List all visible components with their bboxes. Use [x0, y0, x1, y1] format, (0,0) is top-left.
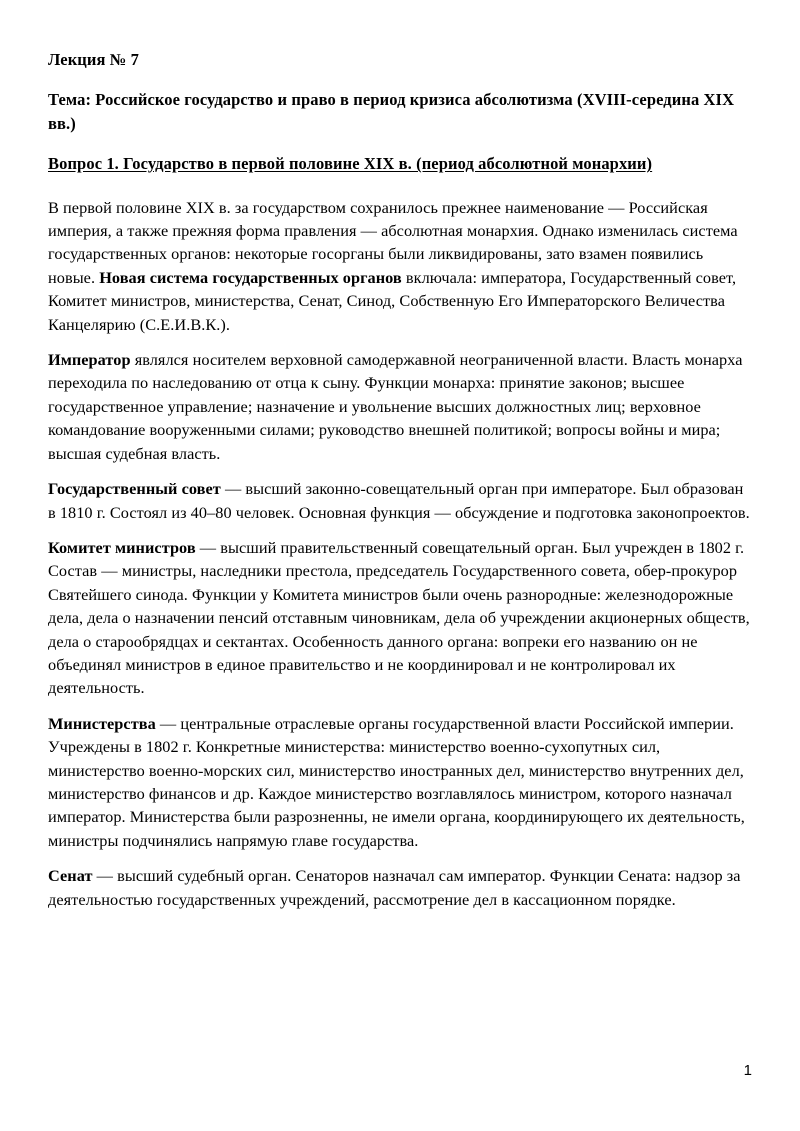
paragraph-senat-body: — высший судебный орган. Сенаторов назначал сам император. Функции Сената: надзор за деятельностью государственных учреждений, рассмотрение дел в кассационном порядке.: [48, 866, 741, 909]
term-gossovet: Государственный совет: [48, 479, 221, 499]
question-heading: Вопрос 1. Государство в первой половине XIX в. (период абсолютной монархии): [48, 154, 653, 174]
paragraph-intro: [48, 196, 754, 336]
term-ministerstva: Министерства: [48, 713, 156, 733]
lecture-title: Лекция № 7: [48, 50, 140, 69]
paragraph-imperator-body: являлся носителем верховной самодержавной неограниченной власти. Власть монарха переходила по наследованию от отца к сыну. Функции монарха: принятие законов; высшее государственное управление; назначение и увольнение высших должностных лиц; верховное командование вооруженными силами; руководство внешней политикой; вопросы войны и мира; высшая судебная власть.: [48, 350, 743, 463]
paragraph-intro-inline-term: Новая система государственных органов: [99, 267, 402, 287]
term-senat: Сенат: [48, 866, 93, 886]
paragraph-ministerstva: [48, 712, 754, 852]
paragraph-ministerstva-body: — центральные отраслевые органы государственной власти Российской империи. Учреждены в 1802 г. Конкретные министерства: министерство военно-сухопутных сил, министерство военно-морских сил, министерство иностранных дел, министерство внутренних дел, министерство финансов и др. Каждое министерство возглавлялось министром, которого назначал император. Министерства были разрозненны, не имели органа, координирующего их деятельность, министры подчинялись напрямую главе государства.: [48, 713, 745, 850]
term-imperator: Император: [48, 350, 131, 370]
term-komitet-ministrov: Комитет министров: [48, 537, 196, 557]
paragraph-komitet-ministrov-body: — высший правительственный совещательный орган. Был учрежден в 1802 г. Состав — министры, наследники престола, председатель Государственного совета, обер-прокурор Святейшего синода. Функции у Комитета министров были очень разнородные: железнодорожные дела, дела о назначении пенсий отставным чиновникам, дела об учреждении акционерных обществ, дела о старообрядцах и сектантах. Особенность данного органа: вопреки его названию он не объединял министров в единое правительство и не координировал и не контролировал их деятельность.: [48, 537, 750, 698]
paragraph-imperator: [48, 348, 754, 465]
page-number: 1: [743, 1062, 752, 1079]
paragraph-senat: [48, 864, 754, 911]
paragraph-komitet-ministrov: [48, 536, 754, 700]
document-body: [48, 48, 754, 911]
paragraph-intro-tail: включала: императора, Государственный совет, Комитет министров, министерства, Сенат, Синод, Собственную Его Императорского Величества Канцелярию (С.Е.И.В.К.).: [48, 267, 737, 334]
topic-heading: Тема: Российское государство и право в период кризиса абсолютизма (XVIII-середина XIX вв.): [48, 90, 735, 133]
paragraph-intro-lead: В первой половине XIX в. за государством сохранилось прежнее наименование — Российская империя, а также прежняя форма правления — абсолютная монархия. Однако изменилась система государственных органов: некоторые госорганы были ликвидированы, зато взамен появились новые.: [48, 197, 738, 287]
paragraph-gossovet-body: — высший законно-совещательный орган при императоре. Был образован в 1810 г. Состоял из 40–80 человек. Основная функция — обсуждение и подготовка законопроектов.: [48, 479, 750, 522]
paragraph-gossovet: [48, 477, 754, 524]
